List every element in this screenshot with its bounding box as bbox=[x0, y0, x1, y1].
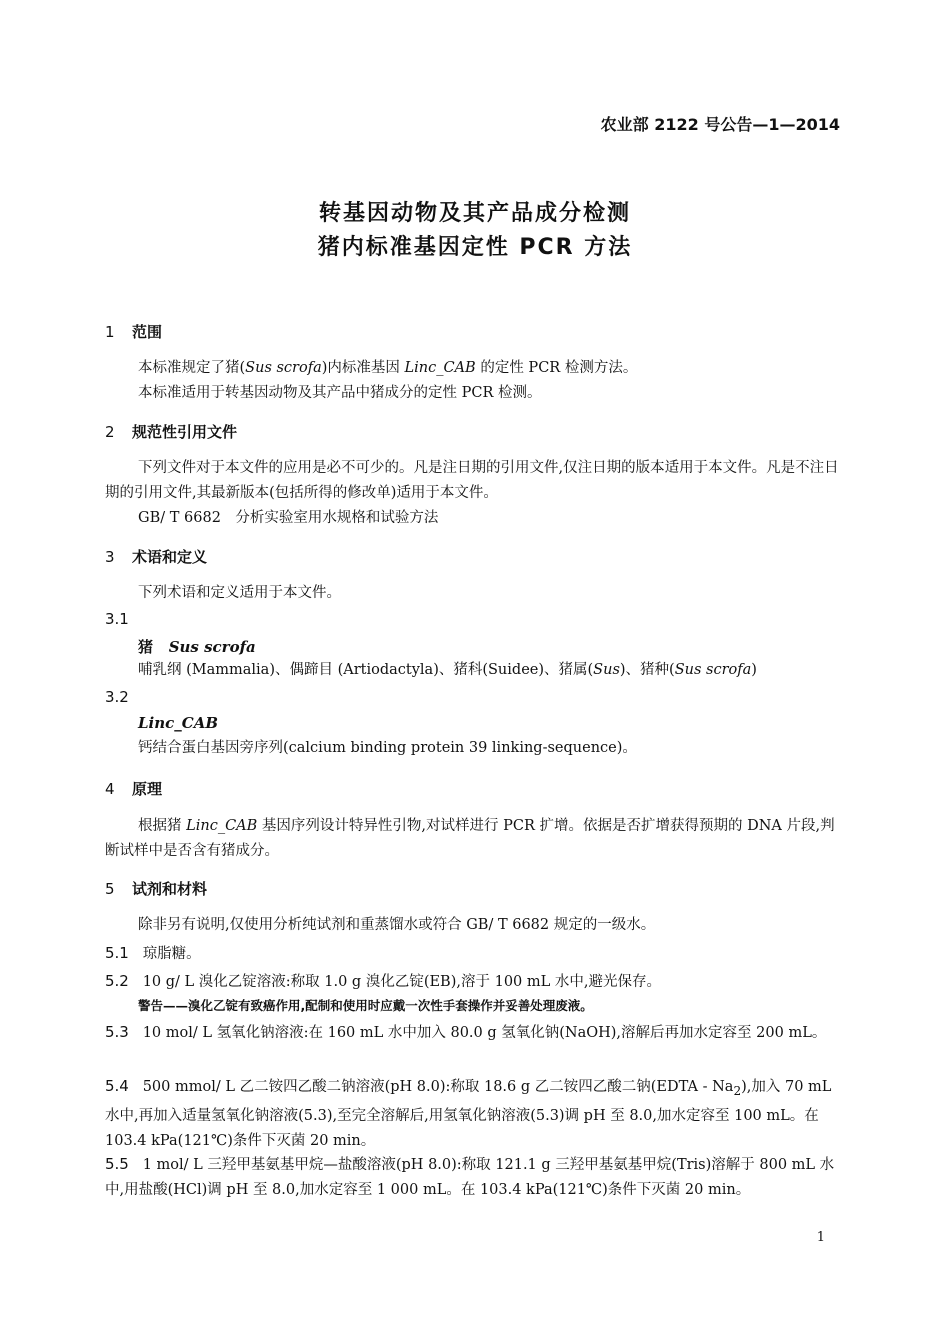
section-title: 范围 bbox=[132, 323, 163, 341]
item-number: 5.1 bbox=[105, 944, 129, 962]
section-4-heading bbox=[105, 778, 162, 799]
term-latin: Sus scrofa bbox=[168, 638, 256, 656]
term-3-2-number: 3.2 bbox=[105, 688, 129, 706]
item-text: 琼脂糖。 bbox=[142, 946, 201, 962]
gene-name: Linc_CAB bbox=[186, 818, 258, 834]
item-text: 500 mmol/ L 乙二铵四乙酸二钠溶液(pH 8.0):称取 18.6 g 乙二铵四乙酸二钠(EDTA - Na bbox=[142, 1079, 734, 1095]
section-title: 术语和定义 bbox=[132, 548, 208, 566]
section-4-paragraph-1 bbox=[105, 814, 840, 864]
section-2-heading bbox=[105, 421, 237, 442]
section-number: 5 bbox=[105, 880, 115, 898]
latin-name: Sus scrofa bbox=[674, 662, 752, 678]
text: 基因序列设计特异性引物,对试样进行 PCR 扩增。依据是否扩增获得预期的 DNA 片段,判断试样中是否含有猪成分。 bbox=[105, 818, 835, 859]
standard-number: 农业部 2122 号公告—1—2014 bbox=[600, 115, 840, 134]
term-latin: Linc_CAB bbox=[138, 714, 219, 732]
section-number: 4 bbox=[105, 780, 115, 798]
item-5-5 bbox=[105, 1152, 840, 1203]
section-title: 原理 bbox=[132, 780, 163, 798]
section-title: 试剂和材料 bbox=[132, 880, 208, 898]
text: 的定性 PCR 检测方法。 bbox=[475, 360, 638, 376]
text: )内标准基因 bbox=[321, 360, 405, 376]
section-3-intro: 下列术语和定义适用于本文件。 bbox=[138, 585, 341, 601]
item-text: 1 mol/ L 三羟甲基氨基甲烷—盐酸溶液(pH 8.0):称取 121.1 g 三羟甲基氨基甲烷(Tris)溶解于 800 mL 水中,用盐酸(HCl)调 pH 至 8.0,加水定容至 1 000 mL。在 103.4 kPa(121℃)条件下灭菌 20 min。 bbox=[105, 1157, 835, 1198]
item-number: 5.5 bbox=[105, 1155, 129, 1173]
item-number: 5.4 bbox=[105, 1077, 129, 1095]
page-number: 1 bbox=[816, 1230, 825, 1245]
item-5-3 bbox=[105, 1020, 840, 1046]
section-1-heading bbox=[105, 321, 162, 342]
item-5-2 bbox=[105, 969, 840, 995]
section-number: 1 bbox=[105, 323, 115, 341]
subscript: 2 bbox=[733, 1083, 742, 1098]
section-5-intro: 除非另有说明,仅使用分析纯试剂和重蒸馏水或符合 GB/ T 6682 规定的一级水。 bbox=[138, 917, 656, 933]
text: )、猪种( bbox=[619, 662, 675, 678]
item-5-4 bbox=[105, 1074, 840, 1154]
title-line-2: 猪内标准基因定性 PCR 方法 bbox=[317, 235, 633, 260]
text: 本标准规定了猪( bbox=[138, 360, 246, 376]
section-1-paragraph-2: 本标准适用于转基因动物及其产品中猪成分的定性 PCR 检测。 bbox=[138, 385, 542, 401]
item-number: 5.3 bbox=[105, 1023, 129, 1041]
latin-name: Sus bbox=[593, 662, 620, 678]
term-3-1-number: 3.1 bbox=[105, 610, 129, 628]
warning-note: 警告——溴化乙锭有致癌作用,配制和使用时应戴一次性手套操作并妥善处理废液。 bbox=[138, 998, 593, 1013]
normative-reference: GB/ T 6682 分析实验室用水规格和试验方法 bbox=[138, 510, 439, 526]
section-3-heading bbox=[105, 546, 207, 567]
term-3-1-definition bbox=[105, 658, 840, 683]
item-5-1 bbox=[105, 941, 840, 967]
item-number: 5.2 bbox=[105, 972, 129, 990]
term-3-1 bbox=[138, 636, 256, 657]
text: 哺乳纲 (Mammalia)、偶蹄目 (Artiodactyla)、猪科(Suidee)、猪属( bbox=[138, 662, 594, 678]
term-3-2-definition: 钙结合蛋白基因旁序列(calcium binding protein 39 linking-sequence)。 bbox=[138, 740, 637, 756]
item-text: 10 mol/ L 氢氧化钠溶液:在 160 mL 水中加入 80.0 g 氢氧化钠(NaOH),溶解后再加水定容至 200 mL。 bbox=[142, 1025, 827, 1041]
latin-name: Sus scrofa bbox=[245, 360, 322, 376]
text: 根据猪 bbox=[138, 818, 187, 834]
section-title: 规范性引用文件 bbox=[132, 423, 238, 441]
term-3-2 bbox=[138, 714, 218, 732]
item-text: ),加入 70 mL 水中,再加入适量氢氧化钠溶液(5.3),至完全溶解后,用氢氧化钠溶液(5.3)调 pH 至 8.0,加水定容至 100 mL。在 103.4 kPa(121℃)条件下灭菌 20 min。 bbox=[105, 1079, 832, 1149]
section-2-paragraph-1: 下列文件对于本文件的应用是必不可少的。凡是注日期的引用文件,仅注日期的版本适用于本文件。凡是不注日期的引用文件,其最新版本(包括所得的修改单)适用于本文件。 bbox=[105, 460, 839, 501]
section-5-heading bbox=[105, 878, 207, 899]
title-line-1: 转基因动物及其产品成分检测 bbox=[318, 201, 631, 226]
item-text: 10 g/ L 溴化乙锭溶液:称取 1.0 g 溴化乙锭(EB),溶于 100 mL 水中,避光保存。 bbox=[142, 974, 661, 990]
gene-name: Linc_CAB bbox=[404, 360, 476, 376]
section-number: 2 bbox=[105, 423, 115, 441]
section-number: 3 bbox=[105, 548, 115, 566]
term-cn: 猪 bbox=[138, 638, 154, 656]
text: ) bbox=[751, 662, 757, 678]
section-1-paragraph-1 bbox=[105, 356, 840, 381]
